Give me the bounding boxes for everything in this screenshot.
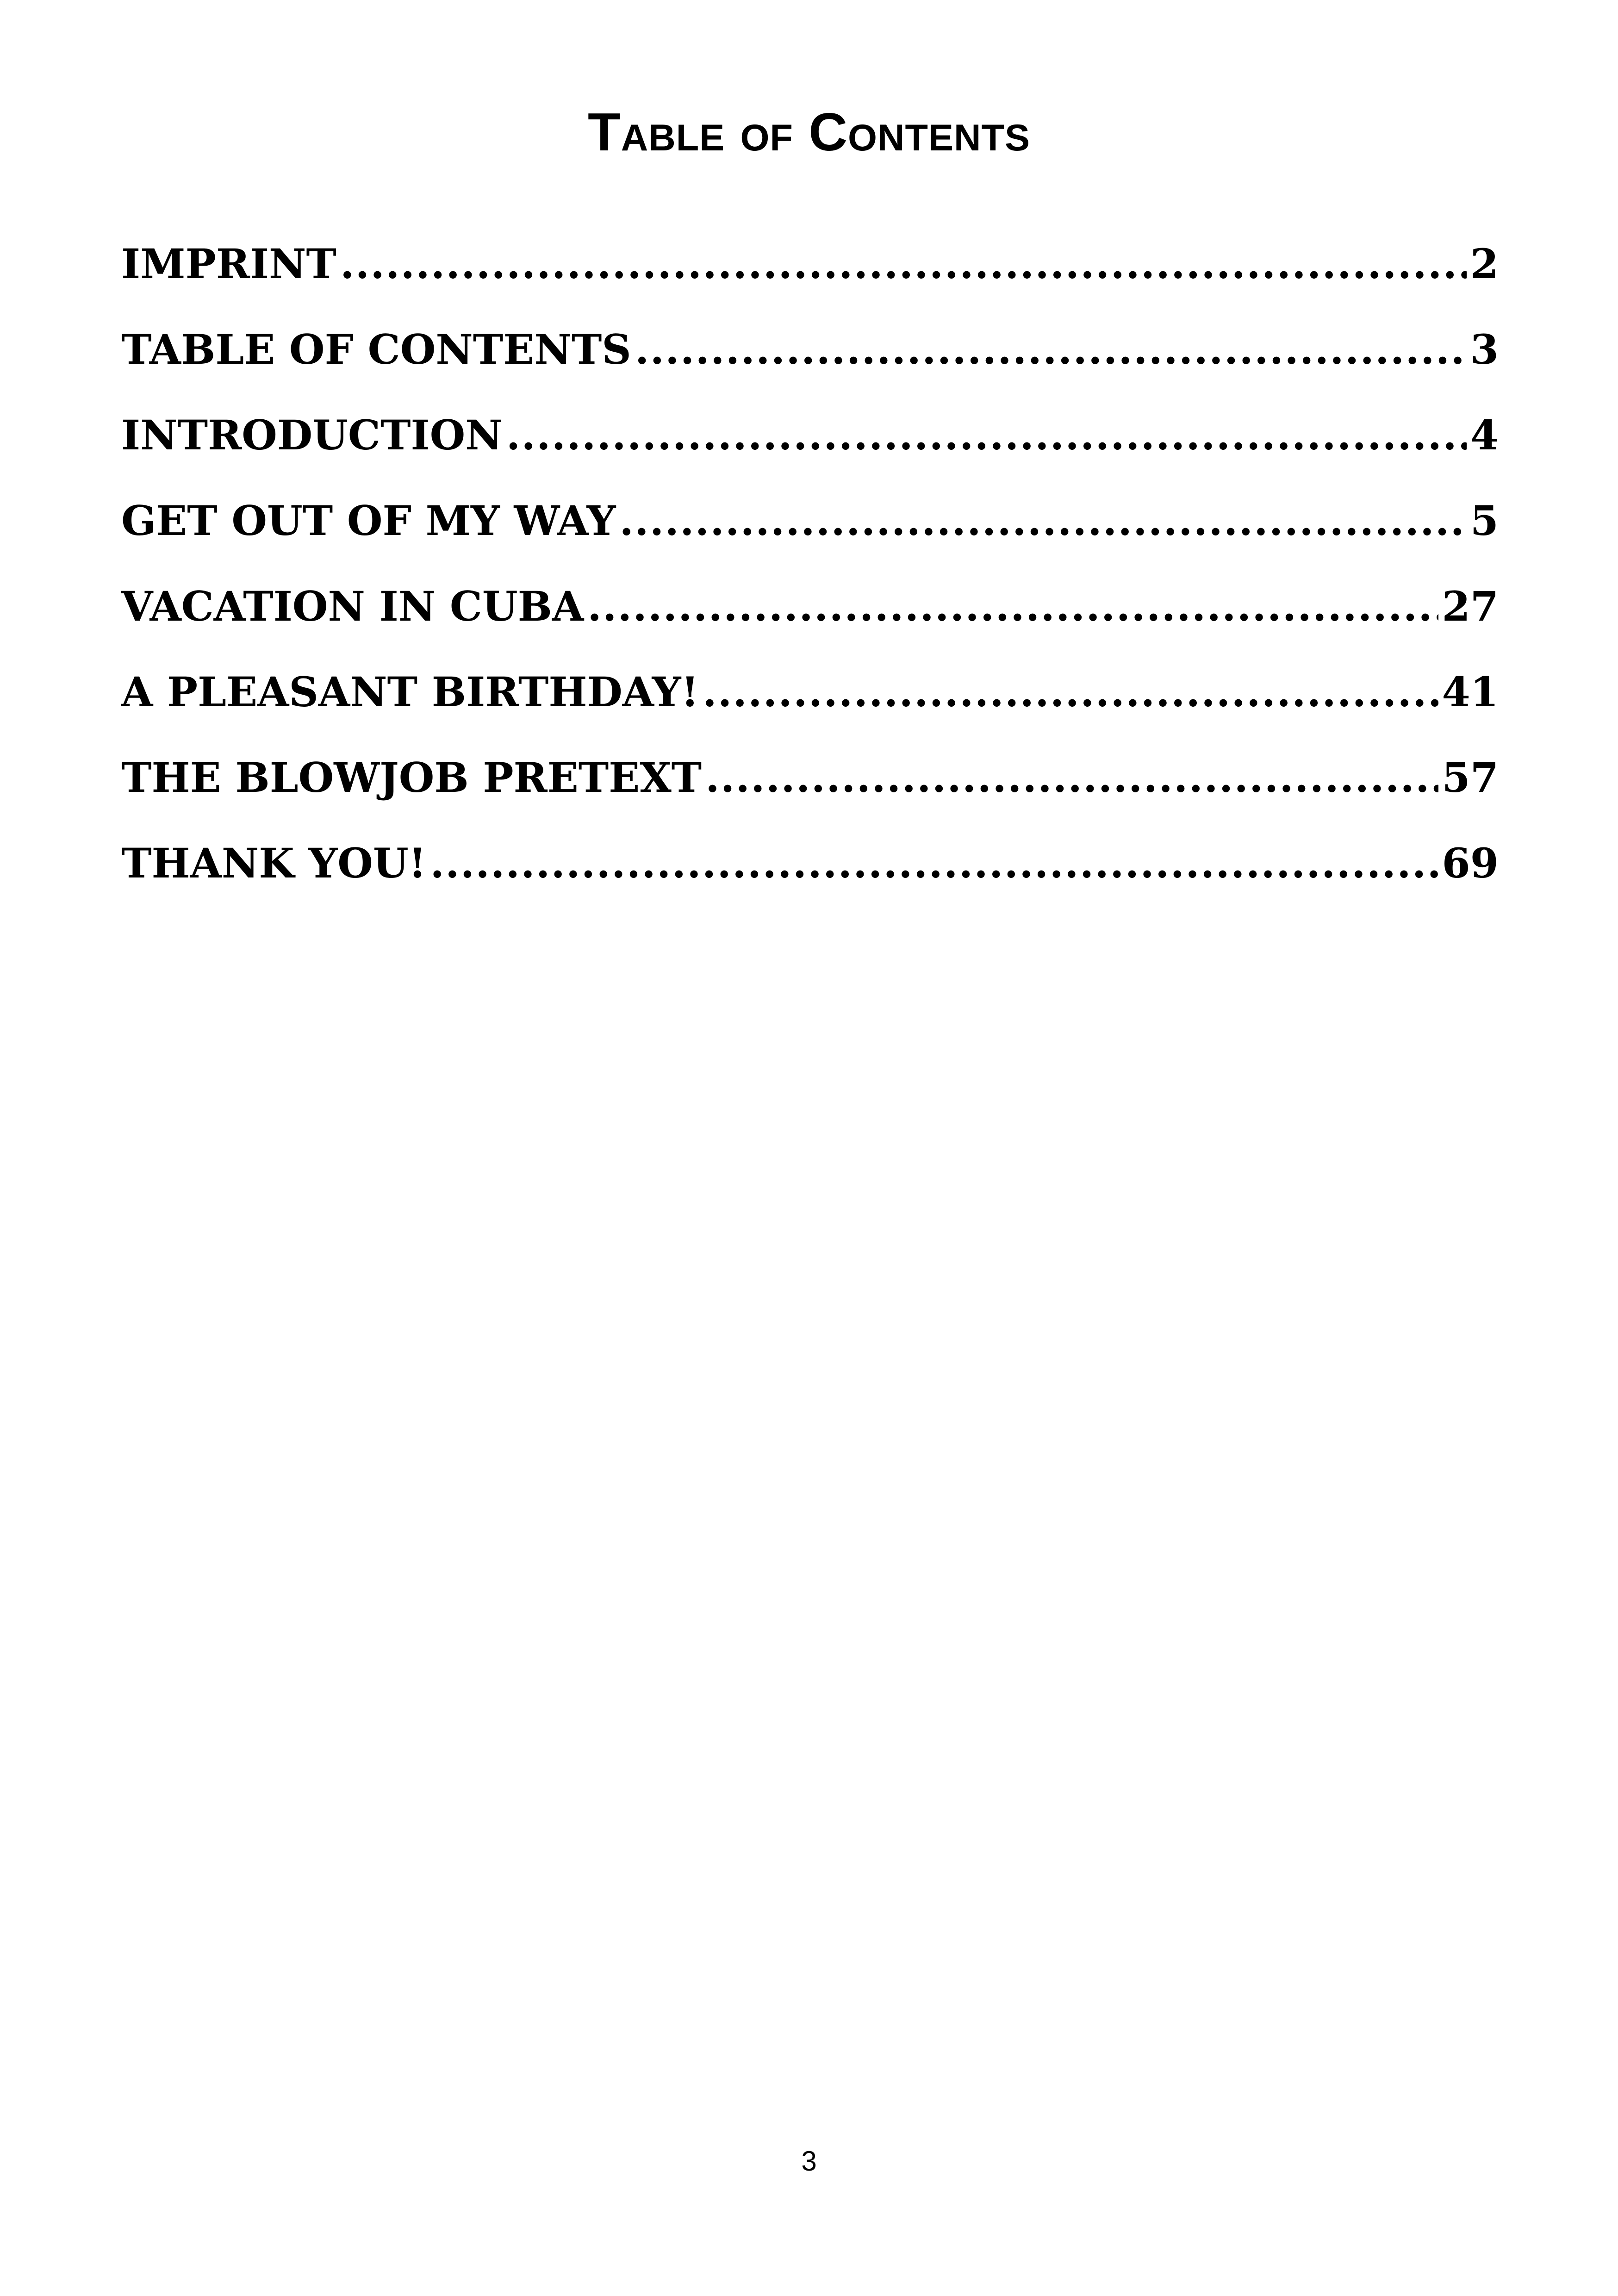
toc-entry-the-blowjob-pretext[interactable] (121, 745, 1499, 831)
toc-entry-introduction[interactable] (121, 403, 1499, 488)
toc-entry-label: TABLE OF CONTENTS (121, 325, 631, 373)
toc-entry-label: INTRODUCTION (121, 411, 503, 459)
dot-leader (430, 831, 1438, 896)
toc-entry-label: IMPRINT (121, 240, 336, 288)
toc-entry-page: 4 (1470, 411, 1499, 459)
toc-entry-page: 3 (1470, 325, 1499, 373)
toc-entry-imprint[interactable] (121, 231, 1499, 317)
dot-leader (619, 488, 1466, 553)
dot-leader (635, 317, 1467, 382)
toc-entry-label: THE BLOWJOB PRETEXT (121, 753, 702, 802)
toc-entry-page: 2 (1470, 240, 1499, 288)
dot-leader (506, 403, 1467, 467)
toc-entry-label: A PLEASANT BIRTHDAY! (121, 668, 699, 716)
toc-entry-vacation-in-cuba[interactable] (121, 574, 1499, 660)
toc-entry-a-pleasant-birthday[interactable] (121, 660, 1499, 745)
toc-entry-thank-you[interactable] (121, 831, 1499, 916)
toc-entry-label: THANK YOU! (121, 839, 427, 887)
dot-leader (340, 231, 1467, 296)
toc-entry-page: 57 (1442, 753, 1499, 802)
toc-entry-page: 27 (1442, 582, 1499, 630)
dot-leader (587, 574, 1438, 639)
toc-entry-page: 69 (1442, 839, 1499, 887)
toc-entry-get-out-of-my-way[interactable] (121, 488, 1499, 574)
toc-entry-label: GET OUT OF MY WAY (121, 497, 616, 545)
toc-entry-table-of-contents[interactable] (121, 317, 1499, 403)
dot-leader (703, 660, 1438, 724)
toc-entry-label: VACATION IN CUBA (121, 582, 584, 630)
toc-list (121, 231, 1499, 916)
toc-entry-page: 5 (1470, 497, 1499, 545)
dot-leader (705, 745, 1438, 810)
toc-entry-page: 41 (1442, 668, 1499, 716)
page-title: Table of Contents (587, 102, 1031, 162)
page-number: 3 (801, 2146, 817, 2177)
